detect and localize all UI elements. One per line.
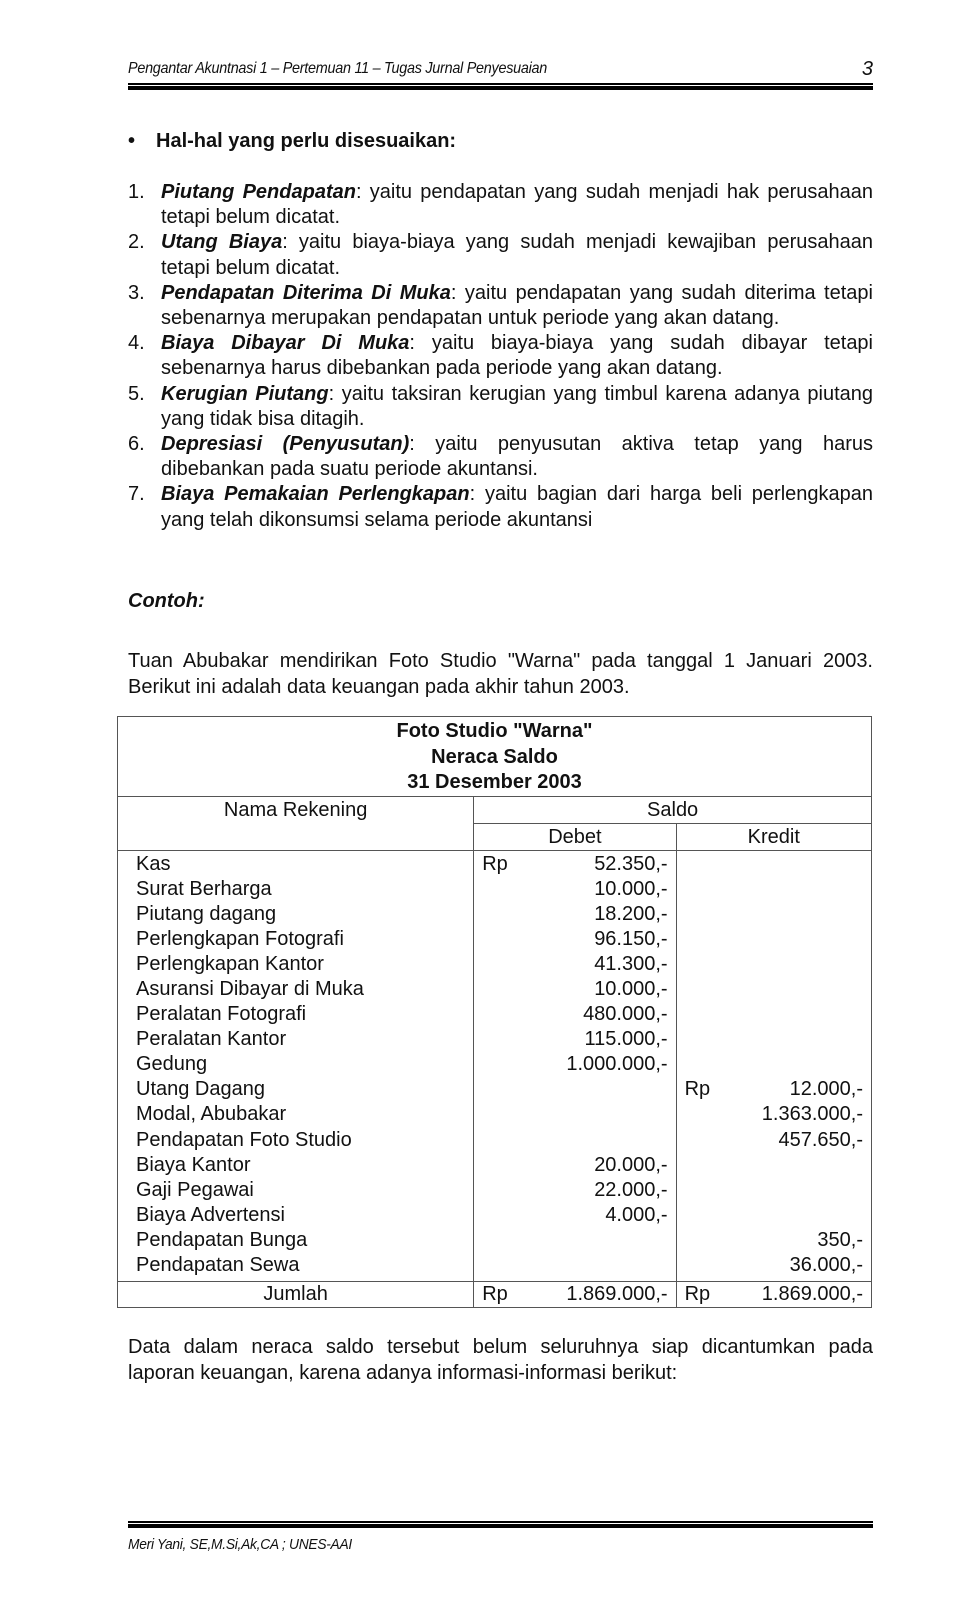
debit-value: 1.000.000,- bbox=[566, 1053, 668, 1076]
section-heading-text: Hal-hal yang perlu disesuaikan: bbox=[156, 130, 457, 152]
debit-amount bbox=[474, 1052, 675, 1077]
account-name: Perlengkapan Fotografi bbox=[136, 927, 344, 950]
list-term: Utang Biaya bbox=[161, 231, 283, 254]
account-name: Pendapatan Bunga bbox=[136, 1228, 308, 1251]
debit-amount bbox=[474, 1002, 675, 1027]
credit-amount bbox=[677, 902, 871, 927]
debit-amount bbox=[474, 1203, 675, 1228]
header-balance: Saldo bbox=[474, 796, 872, 823]
account-name: Perlengkapan Kantor bbox=[136, 952, 324, 975]
account-name: Pendapatan Foto Studio bbox=[136, 1128, 352, 1151]
total-credit-value: 1.869.000,- bbox=[761, 1283, 863, 1306]
section-heading bbox=[128, 130, 456, 153]
credit-amount bbox=[677, 1153, 871, 1178]
list-desc: : yaitu pendapatan yang sudah diterima tetapi sebenarnya merupakan pendapatan untuk periode yang akan datang. bbox=[161, 281, 873, 330]
header-title: Pengantar Akuntnasi 1 – Pertemuan 11 – Tugas Jurnal Penyesuaian bbox=[128, 60, 548, 77]
debit-value: 10.000,- bbox=[594, 977, 668, 1000]
footer-rule bbox=[128, 1521, 873, 1528]
currency-label: Rp bbox=[482, 1283, 508, 1306]
debit-value: 4.000,- bbox=[605, 1203, 668, 1226]
example-intro: Tuan Abubakar mendirikan Foto Studio "Warna" pada tanggal 1 Januari 2003. Berikut ini adalah data keuangan pada akhir tahun 2003. bbox=[128, 650, 873, 698]
list-item bbox=[128, 482, 873, 532]
debit-value: 96.150,- bbox=[594, 927, 668, 950]
credit-amount bbox=[677, 877, 871, 902]
credit-amount bbox=[677, 977, 871, 1002]
page-number: 3 bbox=[861, 58, 873, 80]
trial-balance-table bbox=[117, 716, 872, 1308]
account-name: Peralatan Fotografi bbox=[136, 1003, 307, 1026]
list-desc: : yaitu biaya-biaya yang sudah menjadi kewajiban perusahaan tetapi belum dicatat. bbox=[161, 231, 873, 279]
debit-amount bbox=[474, 1153, 675, 1178]
debit-column bbox=[474, 850, 676, 1282]
footer-author: Meri Yani, SE,M.Si,Ak,CA ; UNES-AAI bbox=[128, 1536, 352, 1553]
debit-amount bbox=[474, 1253, 675, 1278]
header-account: Nama Rekening bbox=[118, 796, 474, 850]
list-number: 3. bbox=[128, 281, 145, 304]
list-item bbox=[128, 331, 873, 381]
debit-value: 18.200,- bbox=[594, 902, 668, 925]
debit-amount bbox=[474, 1128, 675, 1153]
credit-value: 1.363.000,- bbox=[761, 1103, 863, 1126]
debit-amount bbox=[474, 852, 675, 877]
list-item bbox=[128, 382, 873, 432]
debit-amount bbox=[474, 1102, 675, 1127]
company-name: Foto Studio "Warna" bbox=[396, 720, 593, 742]
debit-amount bbox=[474, 1178, 675, 1203]
debit-value: 115.000,- bbox=[584, 1028, 668, 1051]
list-term: Biaya Pemakaian Perlengkapan bbox=[161, 483, 470, 506]
total-debit bbox=[474, 1282, 676, 1308]
list-item bbox=[128, 281, 873, 331]
account-name: Biaya Advertensi bbox=[136, 1203, 285, 1226]
debit-value: 52.350,- bbox=[594, 852, 668, 875]
header-rule bbox=[128, 83, 873, 90]
credit-amount bbox=[677, 927, 871, 952]
list-number: 6. bbox=[128, 433, 145, 456]
credit-value: 12.000,- bbox=[789, 1078, 863, 1101]
debit-amount bbox=[474, 1228, 675, 1253]
credit-amount bbox=[677, 1228, 871, 1253]
account-name: Modal, Abubakar bbox=[136, 1103, 287, 1126]
total-credit bbox=[676, 1282, 871, 1308]
account-name: Gaji Pegawai bbox=[136, 1178, 254, 1201]
credit-amount bbox=[677, 1253, 871, 1278]
account-name: Gedung bbox=[136, 1053, 208, 1076]
credit-amount bbox=[677, 1002, 871, 1027]
credit-amount bbox=[677, 1128, 871, 1153]
currency-label: Rp bbox=[684, 1283, 711, 1306]
total-debit-value: 1.869.000,- bbox=[566, 1283, 668, 1306]
credit-value: 350,- bbox=[817, 1228, 863, 1251]
credit-amount bbox=[677, 1052, 871, 1077]
account-name: Kas bbox=[136, 852, 171, 875]
list-number: 7. bbox=[128, 483, 145, 506]
credit-amount bbox=[677, 1178, 871, 1203]
credit-amount bbox=[677, 1027, 871, 1052]
debit-amount bbox=[474, 902, 675, 927]
list-term: Pendapatan Diterima Di Muka bbox=[161, 281, 451, 304]
header-credit: Kredit bbox=[676, 823, 871, 850]
debit-amount bbox=[474, 977, 675, 1002]
account-name: Surat Berharga bbox=[136, 877, 272, 900]
header-debit: Debet bbox=[474, 823, 676, 850]
bullet-icon: • bbox=[128, 130, 136, 152]
debit-value: 20.000,- bbox=[594, 1153, 668, 1176]
credit-value: 36.000,- bbox=[789, 1254, 863, 1276]
list-term: Piutang Pendapatan bbox=[161, 181, 356, 203]
list-term: Biaya Dibayar Di Muka bbox=[161, 332, 410, 355]
currency-label: Rp bbox=[482, 852, 508, 875]
credit-amount bbox=[677, 852, 871, 877]
currency-label: Rp bbox=[684, 1078, 711, 1101]
account-name: Utang Dagang bbox=[136, 1078, 265, 1101]
account-name: Peralatan Kantor bbox=[136, 1028, 287, 1051]
list-item bbox=[128, 432, 873, 482]
list-desc: : yaitu bagian dari harga beli perlengkapan yang telah dikonsumsi selama periode akuntansi bbox=[161, 483, 874, 531]
account-name: Pendapatan Sewa bbox=[136, 1254, 300, 1276]
list-number: 4. bbox=[128, 332, 145, 355]
debit-value: 22.000,- bbox=[594, 1178, 668, 1201]
report-date: 31 Desember 2003 bbox=[407, 771, 582, 793]
list-desc: : yaitu pendapatan yang sudah menjadi hak perusahaan tetapi belum dicatat. bbox=[161, 181, 874, 229]
list-number: 5. bbox=[128, 382, 145, 405]
list-term: Depresiasi (Penyusutan) bbox=[161, 433, 410, 456]
debit-amount bbox=[474, 1027, 675, 1052]
list-number: 1. bbox=[128, 181, 145, 203]
debit-value: 41.300,- bbox=[594, 952, 668, 975]
credit-column bbox=[676, 850, 871, 1282]
total-label: Jumlah bbox=[118, 1282, 474, 1308]
list-number: 2. bbox=[128, 231, 145, 254]
debit-amount bbox=[474, 1077, 675, 1102]
list-desc: : yaitu penyusutan aktiva tetap yang harus dibebankan pada suatu periode akuntansi. bbox=[161, 433, 873, 481]
debit-amount bbox=[474, 927, 675, 952]
list-desc: : yaitu biaya-biaya yang sudah dibayar tetapi sebenarnya harus dibebankan pada periode yang akan datang. bbox=[161, 332, 874, 380]
debit-amount bbox=[474, 877, 675, 902]
example-label: Contoh: bbox=[128, 590, 205, 612]
list-desc: : yaitu taksiran kerugian yang timbul karena adanya piutang yang tidak bisa ditagih. bbox=[161, 382, 873, 430]
debit-value: 10.000,- bbox=[594, 877, 668, 900]
credit-amount bbox=[677, 952, 871, 977]
account-name: Biaya Kantor bbox=[136, 1153, 251, 1176]
credit-amount bbox=[677, 1077, 871, 1102]
example-outro: Data dalam neraca saldo tersebut belum seluruhnya siap dicantumkan pada laporan keuangan, karena adanya informasi-informasi berikut: bbox=[128, 1336, 873, 1384]
credit-value: 457.650,- bbox=[778, 1128, 863, 1151]
list-item bbox=[128, 180, 873, 230]
debit-value: 480.000,- bbox=[583, 1003, 668, 1026]
account-name: Asuransi Dibayar di Muka bbox=[136, 977, 364, 1000]
table-title bbox=[118, 717, 872, 797]
list-item bbox=[128, 230, 873, 280]
credit-amount bbox=[677, 1203, 871, 1228]
debit-amount bbox=[474, 952, 675, 977]
account-column bbox=[118, 850, 474, 1282]
account-name: Piutang dagang bbox=[136, 902, 277, 925]
credit-amount bbox=[677, 1102, 871, 1127]
list-term: Kerugian Piutang bbox=[161, 382, 329, 405]
report-name: Neraca Saldo bbox=[431, 745, 558, 768]
adjustment-list bbox=[128, 180, 873, 533]
total-row bbox=[118, 1282, 872, 1308]
